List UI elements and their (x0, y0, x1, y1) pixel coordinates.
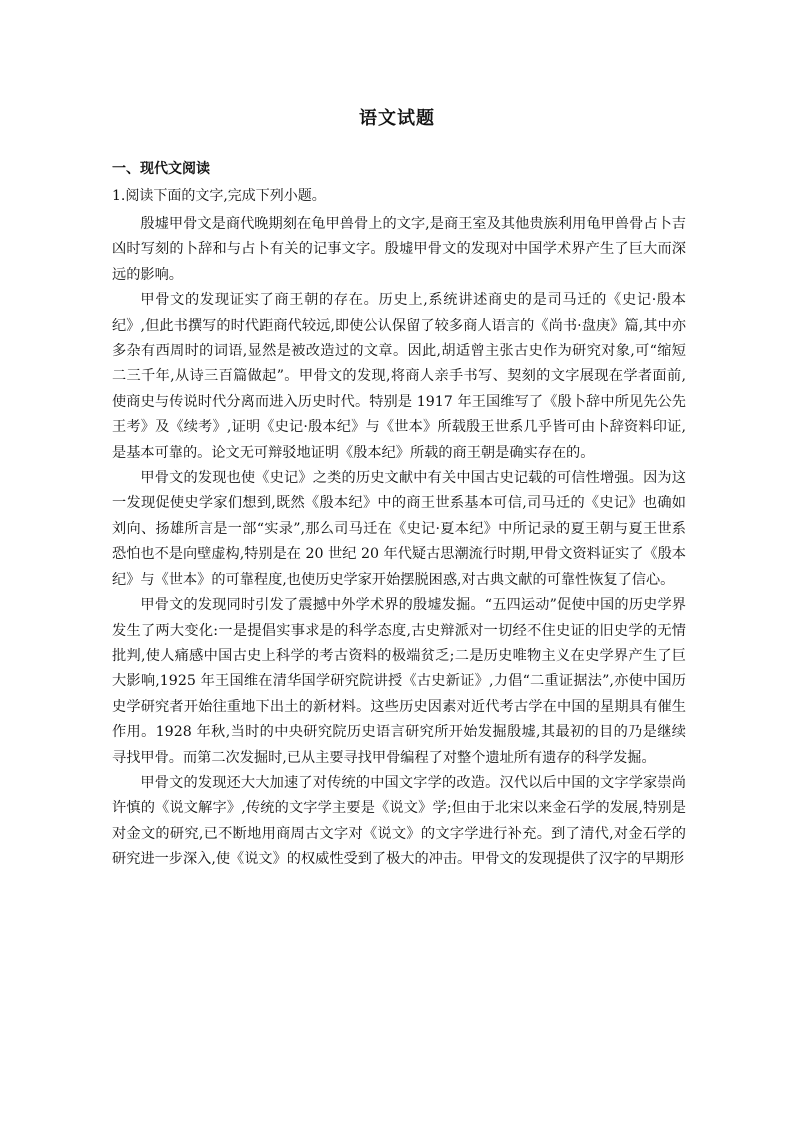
paragraph-5: 甲骨文的发现还大大加速了对传统的中国文字学的改造。汉代以后中国的文字学家崇尚许慎的《说文解字》,传统的文字学主要是《说文》学;但由于北宋以来金石学的发展,特别是对金文的研究,已不断地用商周古文字对《说文》的文字学进行补充。到了清代,对金石学的研究进一步深入,使《说文》的权威性受到了极大的冲击。甲骨文的发现提供了汉字的早期形 (112, 774, 686, 868)
section-heading: 一、现代文阅读 (112, 161, 210, 177)
paragraph-4: 甲骨文的发现同时引发了震撼中外学术界的殷墟发掘。“五四运动”促使中国的历史学界发生了两大变化:一是提倡实事求是的科学态度,古史辩派对一切经不住史证的旧史学的无情批判,使人痛感中国古史上科学的考古资料的极端贫乏;二是历史唯物主义在史学界产生了巨大影响,1925 年王国维在清华国学研究院讲授《古史新证》,力倡“二重证据法”,亦使中国历史学研究者开始往重地下出土的新材料。这些历史因素对近代考古学在中国的星期具有催生作用。1928 年秋,当时的中央研究院历史语言研究所开始发掘殷墟,其最初的目的乃是继续寻找甲骨。而第二次发掘时,已从主要寻找甲骨编程了对整个遗址所有遗存的科学发掘。 (112, 597, 686, 766)
paragraph-2: 甲骨文的发现证实了商王朝的存在。历史上,系统讲述商史的是司马迁的《史记·殷本纪》,但此书撰写的时代距商代较远,即使公认保留了较多商人语言的《尚书·盘庚》篇,其中亦多杂有西周时的词语,显然是被改造过的文章。因此,胡适曾主张古史作为研究对象,可“缩短二三千年,从诗三百篇做起”。甲骨文的发现,将商人亲手书写、契刻的文字展现在学者面前,使商史与传说时代分离而进入历史时代。特别是 1917 年王国维写了《殷卜辞中所见先公先王考》及《续考》,证明《史记·殷本纪》与《世本》所载殷王世系几乎皆可由卜辞资料印证,是基本可靠的。论文无可辩驳地证明《殷本纪》所载的商王朝是确实存在的。 (112, 292, 686, 461)
paragraph-3: 甲骨文的发现也使《史记》之类的历史文献中有关中国古史记载的可信性增强。因为这一发现促使史学家们想到,既然《殷本纪》中的商王世系基本可信,司马迁的《史记》也确如刘向、扬雄所言是一部“实录”,那么司马迁在《史记·夏本纪》中所记录的夏王朝与夏王世系恐怕也不是向壁虚构,特别是在 20 世纪 20 年代疑古思潮流行时期,甲骨文资料证实了《殷本纪》与《世本》的可靠程度,也使历史学家开始摆脱困惑,对古典文献的可靠性恢复了信心。 (112, 470, 686, 588)
question-prompt: 1.阅读下面的文字,完成下列小题。 (112, 188, 326, 204)
reading-passage (112, 212, 686, 873)
paragraph-1: 殷墟甲骨文是商代晚期刻在龟甲兽骨上的文字,是商王室及其他贵族利用龟甲兽骨占卜吉凶时写刻的卜辞和与占卜有关的记事文字。殷墟甲骨文的发现对中国学术界产生了巨大而深远的影响。 (112, 216, 686, 283)
page-title: 语文试题 (359, 108, 435, 129)
